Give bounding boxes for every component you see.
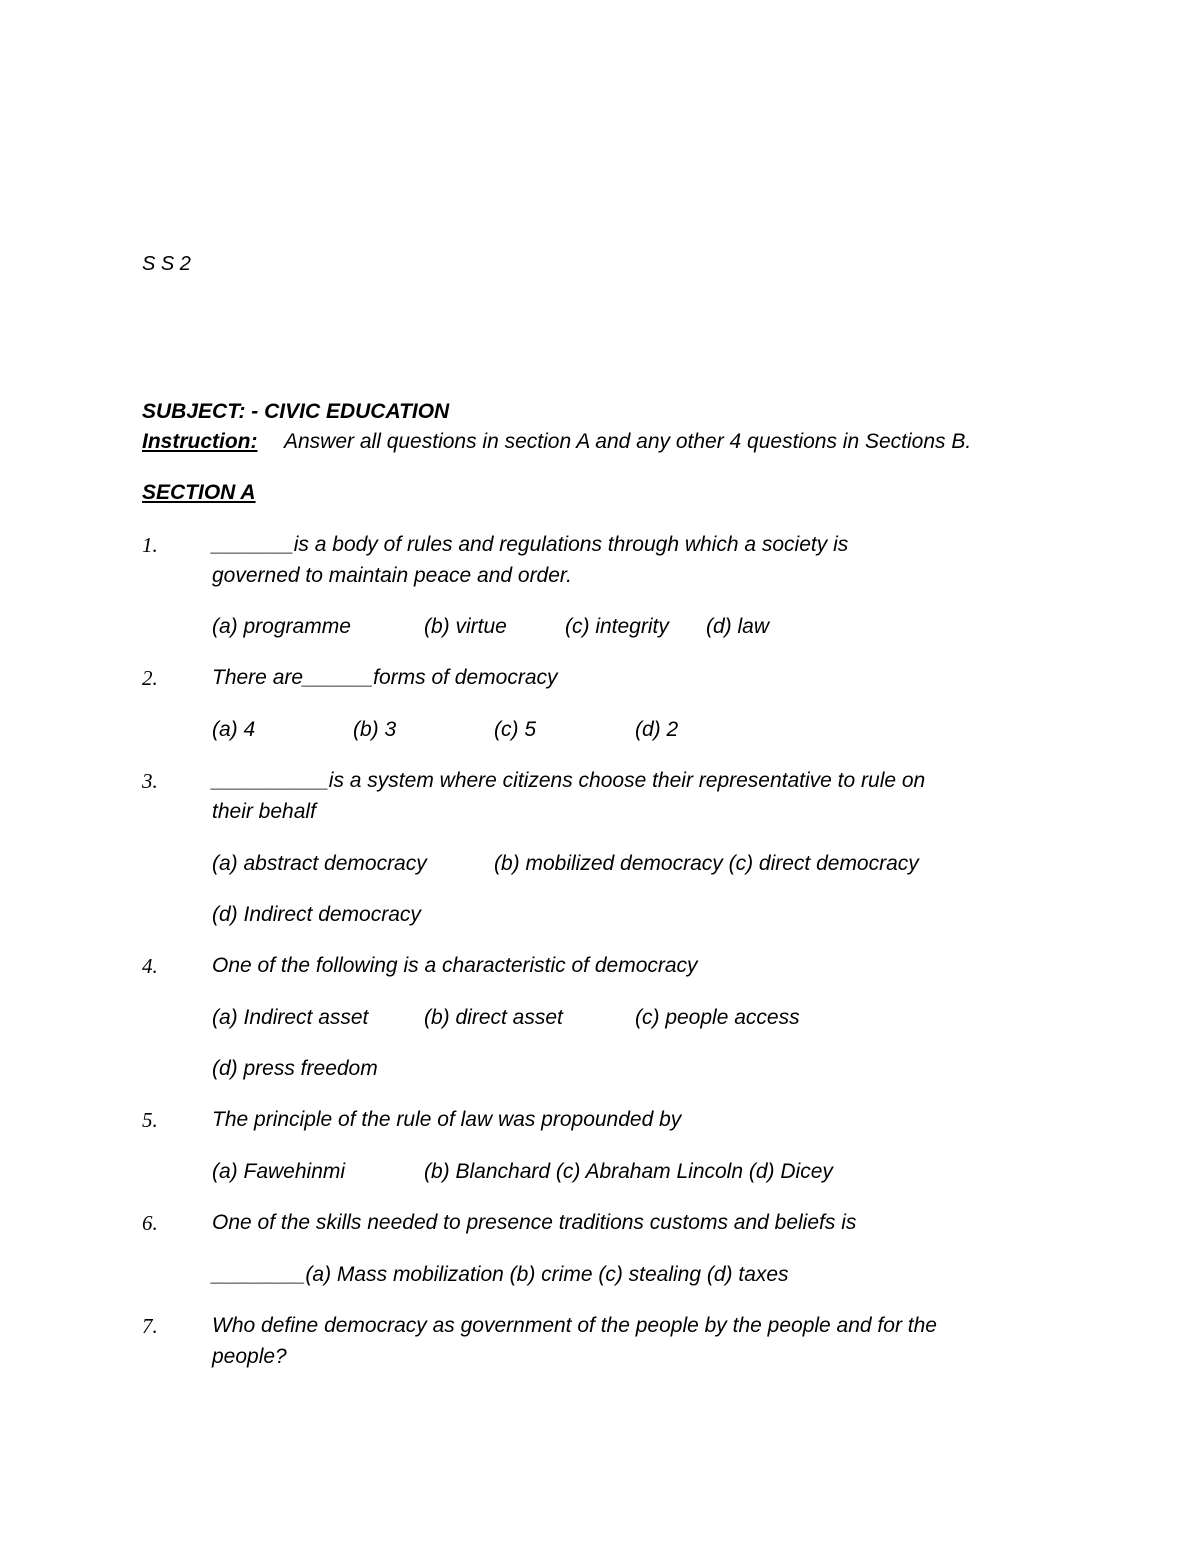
question-4-option-d: (d) press freedom xyxy=(212,1057,378,1080)
question-1-option-b: (b) virtue xyxy=(424,615,507,638)
question-1-option-d: (d) law xyxy=(706,615,770,638)
question-4-line-1: One of the following is a characteristic of democracy xyxy=(212,954,698,977)
question-7-number: 7. xyxy=(142,1314,158,1338)
question-3-line-1: __________is a system where citizens choose their representative to rule on xyxy=(212,769,926,792)
question-3-number: 3. xyxy=(142,769,158,793)
question-1-option-c: (c) integrity xyxy=(565,615,669,638)
question-2-option-a: (a) 4 xyxy=(212,718,256,741)
section-a-title: SECTION A xyxy=(142,481,256,504)
question-1-line-1: _______is a body of rules and regulations through which a society is xyxy=(212,533,849,556)
question-4-option-c: (c) people access xyxy=(635,1006,800,1029)
question-6-number: 6. xyxy=(142,1211,158,1235)
question-7-line-2: people? xyxy=(212,1345,287,1368)
question-3-line-2: their behalf xyxy=(212,800,316,823)
question-5-line-1: The principle of the rule of law was propounded by xyxy=(212,1108,682,1131)
question-4-option-a: (a) Indirect asset xyxy=(212,1006,369,1029)
question-6-options: ________(a) Mass mobilization (b) crime (c) stealing (d) taxes xyxy=(212,1263,789,1286)
question-4-number: 4. xyxy=(142,954,158,978)
question-2-option-d: (d) 2 xyxy=(635,718,679,741)
question-1-option-a: (a) programme xyxy=(212,615,351,638)
question-7-line-1: Who define democracy as government of the people by the people and for the xyxy=(212,1314,937,1337)
question-3-option-b-c: (b) mobilized democracy (c) direct democracy xyxy=(494,852,919,875)
subject-title: SUBJECT: - CIVIC EDUCATION xyxy=(142,400,450,423)
class-label: S S 2 xyxy=(142,253,191,275)
question-5-option-b-c-d: (b) Blanchard (c) Abraham Lincoln (d) Dicey xyxy=(424,1160,833,1183)
question-3-option-d: (d) Indirect democracy xyxy=(212,903,421,926)
question-2-option-b: (b) 3 xyxy=(353,718,397,741)
question-2-line-1: There are______forms of democracy xyxy=(212,666,558,689)
question-2-number: 2. xyxy=(142,666,158,690)
question-5-option-a: (a) Fawehinmi xyxy=(212,1160,346,1183)
instruction-label: Instruction: xyxy=(142,430,258,453)
question-1-line-2: governed to maintain peace and order. xyxy=(212,564,572,587)
question-1-number: 1. xyxy=(142,533,158,557)
instruction-text: Answer all questions in section A and any other 4 questions in Sections B. xyxy=(284,430,972,453)
question-4-option-b: (b) direct asset xyxy=(424,1006,563,1029)
question-6-line-1: One of the skills needed to presence traditions customs and beliefs is xyxy=(212,1211,857,1234)
question-3-option-a: (a) abstract democracy xyxy=(212,852,427,875)
question-2-option-c: (c) 5 xyxy=(494,718,536,741)
question-5-number: 5. xyxy=(142,1108,158,1132)
